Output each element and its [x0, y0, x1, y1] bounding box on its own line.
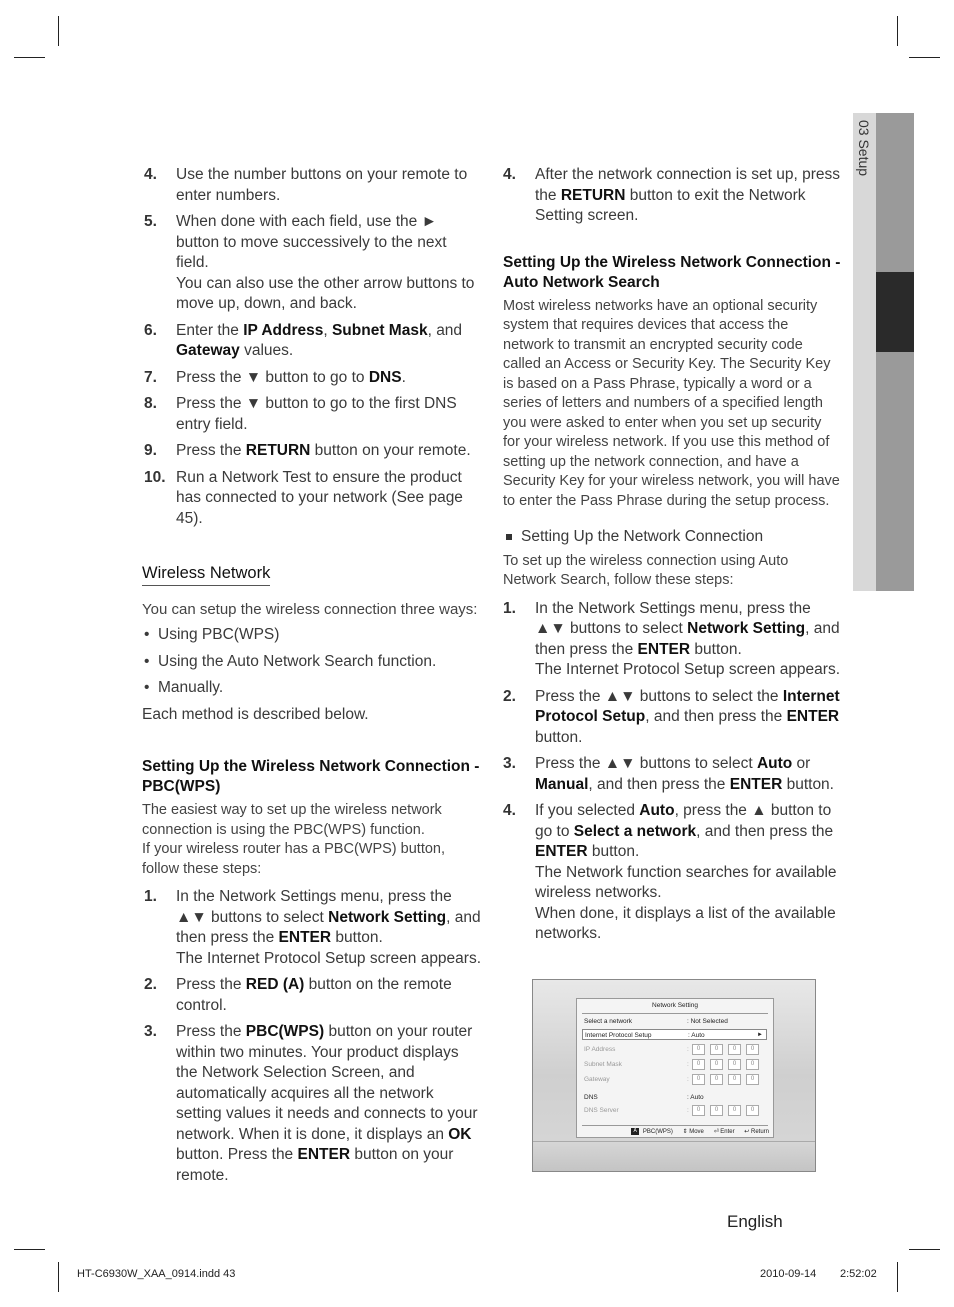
help-pbc: PBC(WPS)	[642, 1129, 673, 1135]
step-text: Use the number buttons on your remote to enter numbers.	[176, 166, 468, 204]
step-keyword: RETURN	[245, 442, 311, 459]
crop-mark	[897, 1262, 898, 1292]
setting-label: Subnet Mask	[584, 1061, 622, 1068]
step-number: 1.	[503, 599, 516, 617]
step-text: Press the	[176, 976, 246, 993]
step-text: , press the ▲ button to go to	[535, 802, 832, 840]
sub-heading: Setting Up the Network Connection	[503, 527, 841, 548]
step-text: button. Press the	[176, 1146, 298, 1163]
step-text: The Internet Protocol Setup screen appears.	[176, 949, 482, 967]
step-text: , and then press the	[176, 908, 481, 946]
step-keyword: OK	[448, 1125, 472, 1143]
step-keyword: DNS	[368, 368, 402, 386]
step-keyword: Manual	[535, 775, 589, 793]
step-text: Enter the	[176, 321, 244, 339]
step-keyword: Network Setting	[328, 908, 447, 926]
ip-octet-field[interactable]: 0	[692, 1105, 705, 1116]
setting-value: :	[687, 1107, 689, 1114]
step-text: , and then press the	[535, 620, 840, 658]
red-a-key-icon: A	[631, 1128, 639, 1135]
help-bar	[577, 1128, 769, 1135]
setting-value: :	[687, 1061, 689, 1068]
step-number: 6.	[144, 321, 157, 339]
step-number: 10.	[144, 468, 166, 486]
setting-row[interactable]	[584, 1059, 765, 1070]
crop-mark	[14, 1249, 45, 1250]
step-number: 4.	[144, 166, 157, 183]
right-arrow-icon: ►	[757, 1032, 763, 1038]
step-keyword: IP Address	[243, 321, 324, 339]
list-item: • Using the Auto Network Search function.	[142, 652, 482, 673]
setting-label: Select a network	[584, 1018, 633, 1025]
step-number: 3.	[503, 755, 516, 772]
step-keyword: ENTER	[297, 1146, 351, 1163]
setting-row[interactable]	[584, 1092, 765, 1103]
crop-mark	[58, 1262, 59, 1292]
help-return: ↩ Return	[744, 1129, 769, 1135]
step-text: button.	[331, 929, 383, 946]
steps-list	[142, 165, 482, 529]
step-text: .	[401, 368, 406, 386]
divider	[582, 1013, 768, 1014]
step-item	[142, 1022, 482, 1186]
ip-octet-field[interactable]: 0	[728, 1074, 741, 1085]
step-text: Press the ▲▼ buttons to select the	[535, 687, 783, 705]
ip-octet-field[interactable]: 0	[710, 1044, 723, 1055]
step-item	[501, 165, 841, 227]
ip-octet-field[interactable]: 0	[728, 1059, 741, 1070]
step-item	[501, 687, 841, 749]
step-number: 3.	[144, 1023, 157, 1040]
step-keyword: Auto	[639, 802, 675, 819]
footer-time: 2:52:02	[840, 1268, 877, 1280]
step-keyword: ENTER	[729, 775, 783, 793]
step-text: Press the	[176, 442, 246, 459]
step-text: button on your remote.	[176, 1146, 454, 1184]
step-number: 4.	[503, 802, 516, 819]
step-text: In the Network Settings menu, press the ▲▼ buttons to select	[535, 599, 811, 637]
dialog-title: Network Setting	[652, 1002, 698, 1009]
section-title-wireless-network: Wireless Network	[142, 563, 270, 586]
step-text: Run a Network Test to ensure the product has connected to your network (See page 45).	[176, 468, 463, 527]
step-number: 9.	[144, 442, 157, 459]
step-text: button on your remote.	[310, 442, 471, 459]
step-item	[501, 801, 841, 945]
ip-octet-field[interactable]: 0	[746, 1074, 759, 1085]
step-text: After the network connection is set up, press the	[535, 166, 840, 204]
step-item	[142, 441, 482, 462]
steps-list	[501, 165, 841, 227]
step-keyword: ENTER	[637, 640, 691, 658]
step-text: If you selected	[535, 802, 640, 819]
step-text: Press the ▼ button to go to the first DNS entry field.	[176, 395, 457, 433]
step-keyword: PBC(WPS)	[245, 1023, 325, 1040]
step-keyword: Network Setting	[687, 620, 806, 637]
setting-row[interactable]	[584, 1074, 765, 1085]
screen-bottom-band	[533, 1141, 815, 1171]
step-keyword: Subnet Mask	[331, 321, 428, 339]
step-number: 8.	[144, 395, 157, 412]
step-item	[142, 394, 482, 435]
network-setting-dialog	[576, 998, 774, 1138]
step-keyword: Auto	[756, 755, 793, 772]
network-setting-screenshot	[532, 979, 816, 1172]
setting-row[interactable]	[584, 1016, 765, 1027]
step-number: 5.	[144, 213, 157, 230]
step-text: When done, it displays a list of the available networks.	[535, 904, 836, 942]
setting-value: :	[687, 1076, 689, 1083]
auto-steps-list	[501, 599, 841, 945]
setting-row[interactable]	[584, 1105, 765, 1116]
crop-mark	[909, 1249, 940, 1250]
divider	[582, 1125, 768, 1126]
step-text: ,	[323, 321, 332, 339]
right-column	[503, 165, 841, 951]
ip-octet-field[interactable]: 0	[746, 1044, 759, 1055]
step-item	[142, 887, 482, 969]
step-number: 7.	[144, 368, 157, 386]
step-text: You can also use the other arrow buttons to move up, down, and back.	[176, 274, 475, 312]
ip-octet-field[interactable]: 0	[692, 1059, 705, 1070]
help-move: ⇕ Move	[682, 1129, 704, 1135]
step-text: button to exit the Network Setting screen.	[535, 186, 806, 224]
chapter-tab-label: 03 Setup	[856, 120, 872, 177]
ip-octet-field[interactable]: 0	[710, 1074, 723, 1085]
ip-octet-field[interactable]: 0	[728, 1044, 741, 1055]
step-text: , and then press the	[588, 775, 730, 793]
step-keyword: Internet Protocol Setup	[535, 687, 840, 725]
step-item	[142, 212, 482, 315]
step-keyword: ENTER	[278, 929, 332, 946]
step-keyword: Gateway	[176, 342, 240, 359]
ip-octet-field[interactable]: 0	[746, 1059, 759, 1070]
step-item	[501, 599, 841, 681]
setting-row[interactable]	[584, 1044, 765, 1055]
step-item	[142, 165, 482, 206]
step-text: , and	[427, 321, 463, 339]
auto-search-intro: Most wireless networks have an optional security system that requires devices that access the network to transmit an encrypted security code called an Access or Security Key. The Security Key is based on a Pass Phrase, typically a word or a series of letters and numbers of a specified length you were asked to enter when you set up security for your wireless network. If you use this method of setting up the network connection, and have a Security Key for your wireless network, you will have to enter the Pass Phrase during the setup process.	[503, 297, 840, 509]
step-item	[142, 975, 482, 1016]
left-column	[142, 165, 482, 1192]
step-item	[142, 321, 482, 362]
crop-mark	[58, 16, 59, 46]
ways-list	[142, 625, 482, 699]
step-text: Press the	[176, 1023, 246, 1040]
auto-search-heading: Setting Up the Wireless Network Connection - Auto Network Search	[503, 253, 841, 291]
help-enter: ⏎ Enter	[713, 1129, 735, 1135]
list-item: • Manually.	[142, 678, 482, 699]
list-item: • Using PBC(WPS)	[142, 625, 482, 646]
step-text: The Network function searches for available wireless networks.	[535, 863, 837, 901]
pbc-steps-list	[142, 887, 482, 1186]
setting-label: IP Address	[584, 1046, 616, 1053]
step-text: button on your router within two minutes. Your product displays the Network Selection Screen, and automatically acquires all the network setting values it needs and connects to your network. When it is done, it displays an	[176, 1023, 478, 1143]
setting-value: : Not Selected	[687, 1018, 728, 1025]
step-text: button.	[587, 843, 640, 860]
step-text: or	[792, 755, 811, 772]
pbc-intro-2: If your wireless router has a PBC(WPS) button, follow these steps:	[142, 841, 445, 877]
crop-mark	[897, 16, 898, 46]
step-text: button.	[690, 640, 742, 658]
each-method-text: Each method is described below.	[142, 705, 369, 723]
step-keyword: RETURN	[560, 186, 626, 204]
step-text: , and then press the	[696, 822, 834, 840]
setting-value: : Auto	[687, 1094, 704, 1101]
wireless-intro: You can setup the wireless connection three ways:	[142, 600, 478, 618]
ip-octet-field[interactable]: 0	[710, 1059, 723, 1070]
step-text: button.	[535, 728, 583, 746]
step-item	[142, 368, 482, 389]
step-number: 1.	[144, 888, 157, 905]
setting-row[interactable]	[582, 1029, 767, 1040]
step-item	[142, 468, 482, 530]
step-text: button on the remote control.	[176, 976, 452, 1014]
pbc-intro-1: The easiest way to set up the wireless network connection is using the PBC(WPS) function.	[142, 802, 442, 838]
step-keyword: ENTER	[786, 708, 840, 725]
crop-mark	[14, 57, 45, 58]
step-number: 2.	[144, 976, 157, 993]
step-text: Press the ▼ button to go to	[176, 368, 369, 386]
step-text: The Internet Protocol Setup screen appears.	[535, 661, 841, 678]
step-keyword: Select a network	[573, 822, 697, 840]
chapter-tab-strip	[876, 113, 914, 591]
ip-octet-field[interactable]: 0	[692, 1044, 705, 1055]
setting-label: Gateway	[584, 1076, 610, 1083]
setting-value: : Auto	[688, 1032, 705, 1039]
sub-intro: To set up the wireless connection using Auto Network Search, follow these steps:	[503, 552, 789, 588]
chapter-tab-marker	[876, 272, 914, 352]
step-text: values.	[239, 342, 294, 359]
step-text: When done with each field, use the ► button to move successively to the next field.	[176, 213, 447, 271]
ip-octet-field[interactable]: 0	[710, 1105, 723, 1116]
step-keyword: RED (A)	[245, 976, 305, 993]
step-text: , and then press the	[645, 708, 787, 725]
step-keyword: ENTER	[535, 843, 588, 860]
step-item	[501, 754, 841, 795]
setting-value: :	[687, 1046, 689, 1053]
setting-label: Internet Protocol Setup	[585, 1032, 652, 1039]
step-text: Press the ▲▼ buttons to select	[535, 755, 757, 772]
step-number: 2.	[503, 687, 516, 705]
ip-octet-field[interactable]: 0	[746, 1105, 759, 1116]
setting-label: DNS Server	[584, 1107, 619, 1114]
ip-octet-field[interactable]: 0	[692, 1074, 705, 1085]
step-text: button.	[782, 775, 834, 793]
footer-file: HT-C6930W_XAA_0914.indd 43	[77, 1268, 236, 1280]
pbc-heading: Setting Up the Wireless Network Connection - PBC(WPS)	[142, 758, 480, 795]
step-number: 4.	[503, 166, 516, 183]
language-label: English	[727, 1212, 783, 1231]
step-text: In the Network Settings menu, press the ▲▼ buttons to select	[176, 888, 452, 926]
setting-label: DNS	[584, 1094, 598, 1101]
ip-octet-field[interactable]: 0	[728, 1105, 741, 1116]
footer-date: 2010-09-14	[760, 1268, 817, 1280]
crop-mark	[909, 57, 940, 58]
